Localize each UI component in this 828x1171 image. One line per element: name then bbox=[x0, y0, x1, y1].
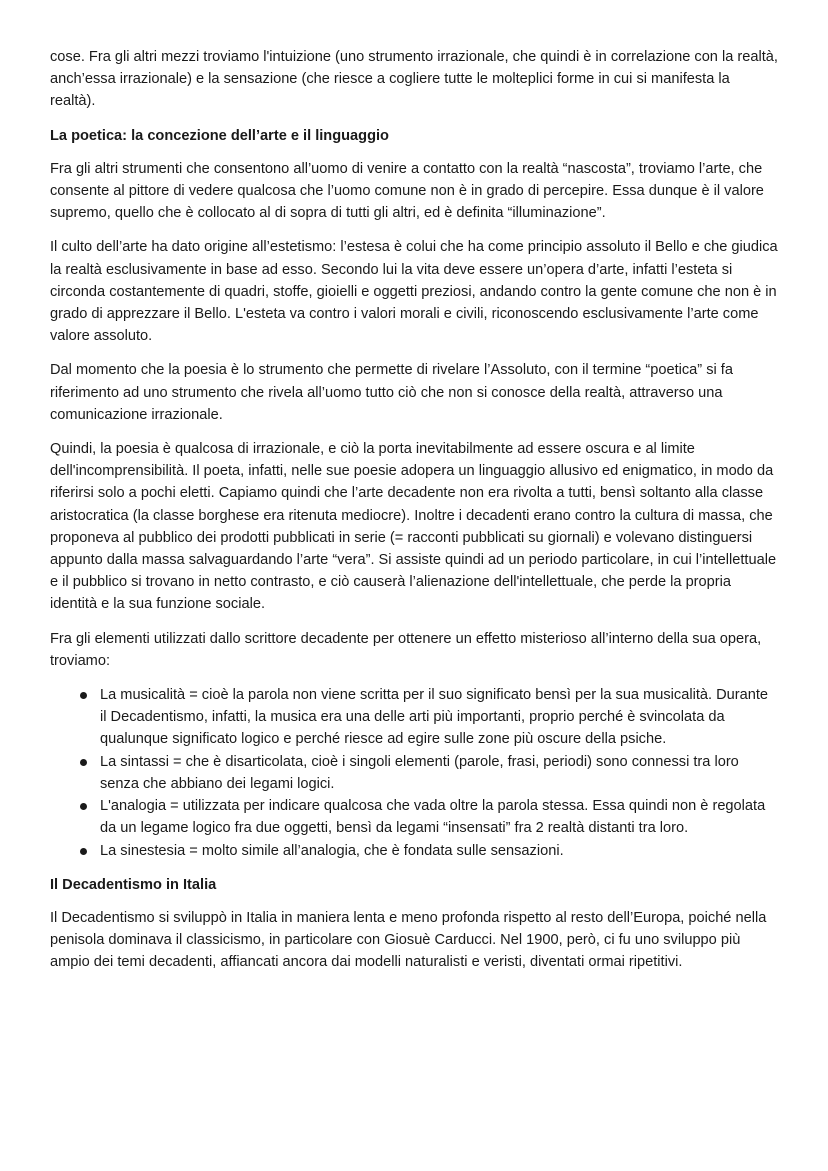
intro-paragraph: cose. Fra gli altri mezzi troviamo l'intuizione (uno strumento irrazionale, che quindi è in correlazione con la realtà, anch’essa irrazionale) e la sensazione (che riesce a cogliere tutte le molteplici forme in cui si manifesta la realtà). bbox=[50, 49, 778, 110]
list-item-text: L'analogia = utilizzata per indicare qualcosa che vada oltre la parola stessa. Essa quindi non è regolata da un legame logico fra due oggetti, bensì da legami “insensati” fra 2 realtà distanti tra loro. bbox=[100, 798, 766, 837]
bullet-icon bbox=[80, 759, 87, 766]
elements-list bbox=[50, 684, 778, 862]
document-page bbox=[50, 46, 778, 986]
paragraph: Quindi, la poesia è qualcosa di irrazionale, e ciò la porta inevitabilmente ad essere oscura e al limite dell'incomprensibilità. Il poeta, infatti, nelle sue poesie adopera un linguaggio allusivo ed enigmatico, in modo da riferirsi solo a pochi eletti. Capiamo quindi che l’arte decadente non era rivolta a tutti, bensì soltanto alla classe aristocratica (la classe borghese era ritenuta mediocre). Inoltre i decadenti erano contro la cultura di massa, che proponeva al pubblico dei prodotti pubblicati in serie (= racconti pubblicati su giornali) e volevano distinguersi appunto dalla massa salvaguardando l’arte “vera”. Si assiste quindi ad un periodo particolare, in cui l’intellettuale e il pubblico si trovano in netto contrasto, e ciò causerà l’alienazione dell'intellettuale, che perde la propria identità e la sua funzione sociale. bbox=[50, 441, 777, 613]
paragraph: Dal momento che la poesia è lo strumento che permette di rivelare l’Assoluto, con il termine “poetica” si fa riferimento ad uno strumento che rivela all’uomo tutto ciò che non si conosce della realtà, attraverso una comunicazione irrazionale. bbox=[50, 362, 733, 423]
paragraph: Fra gli altri strumenti che consentono all’uomo di venire a contatto con la realtà “nascosta”, troviamo l’arte, che consente al pittore di vedere qualcosa che l’uomo comune non è in grado di percepire. Essa dunque è il valore supremo, quello che è collocato al di sopra di tutti gli altri, ed è definita “illuminazione”. bbox=[50, 160, 764, 222]
section-heading-italia: Il Decadentismo in Italia bbox=[50, 876, 217, 893]
list-item bbox=[50, 795, 778, 839]
section-heading-poetica: La poetica: la concezione dell’arte e il linguaggio bbox=[50, 127, 389, 144]
list-item-text: La musicalità = cioè la parola non viene scritta per il suo significato bensì per la sua musicalità. Durante il Decadentismo, infatti, la musica era una delle arti più importanti, proprio perché è svincolata da qualunque significato logico e perché riesce ad egire sulle zone più oscure della psiche. bbox=[100, 687, 769, 748]
list-item-text: La sintassi = che è disarticolata, cioè i singoli elementi (parole, frasi, periodi) sono connessi tra loro senza che abbiano dei legami logici. bbox=[100, 753, 739, 792]
bullet-icon bbox=[80, 848, 87, 855]
paragraph: Il Decadentismo si sviluppò in Italia in maniera lenta e meno profonda rispetto al resto dell’Europa, poiché nella penisola dominava il classicismo, in particolare con Giosuè Carducci. Nel 1900, però, ci fu uno sviluppo più ampio dei temi decadenti, affiancati ancora dai modelli naturalisti e veristi, diventati ormai ripetitivi. bbox=[50, 909, 767, 971]
list-item bbox=[50, 840, 778, 862]
list-item bbox=[50, 684, 778, 751]
paragraph: Il culto dell’arte ha dato origine all’estetismo: l’estesa è colui che ha come principio assoluto il Bello e che giudica la realtà esclusivamente in base ad esso. Secondo lui la vita deve essere un’opera d’arte, infatti l’esteta si circonda costantemente di quadri, stoffe, gioielli e oggetti preziosi, andando contro la gente comune che non è in grado di apprezzare il Bello. L'esteta va contro i valori morali e civili, riconoscendo esclusivamente l’arte come valore assoluto. bbox=[50, 239, 778, 345]
bullet-icon bbox=[80, 692, 87, 699]
list-item bbox=[50, 751, 778, 795]
paragraph: Fra gli elementi utilizzati dallo scrittore decadente per ottenere un effetto misterioso all’interno della sua opera, troviamo: bbox=[50, 630, 762, 669]
bullet-icon bbox=[80, 803, 87, 810]
list-item-text: La sinestesia = molto simile all’analogia, che è fondata sulle sensazioni. bbox=[100, 842, 564, 859]
